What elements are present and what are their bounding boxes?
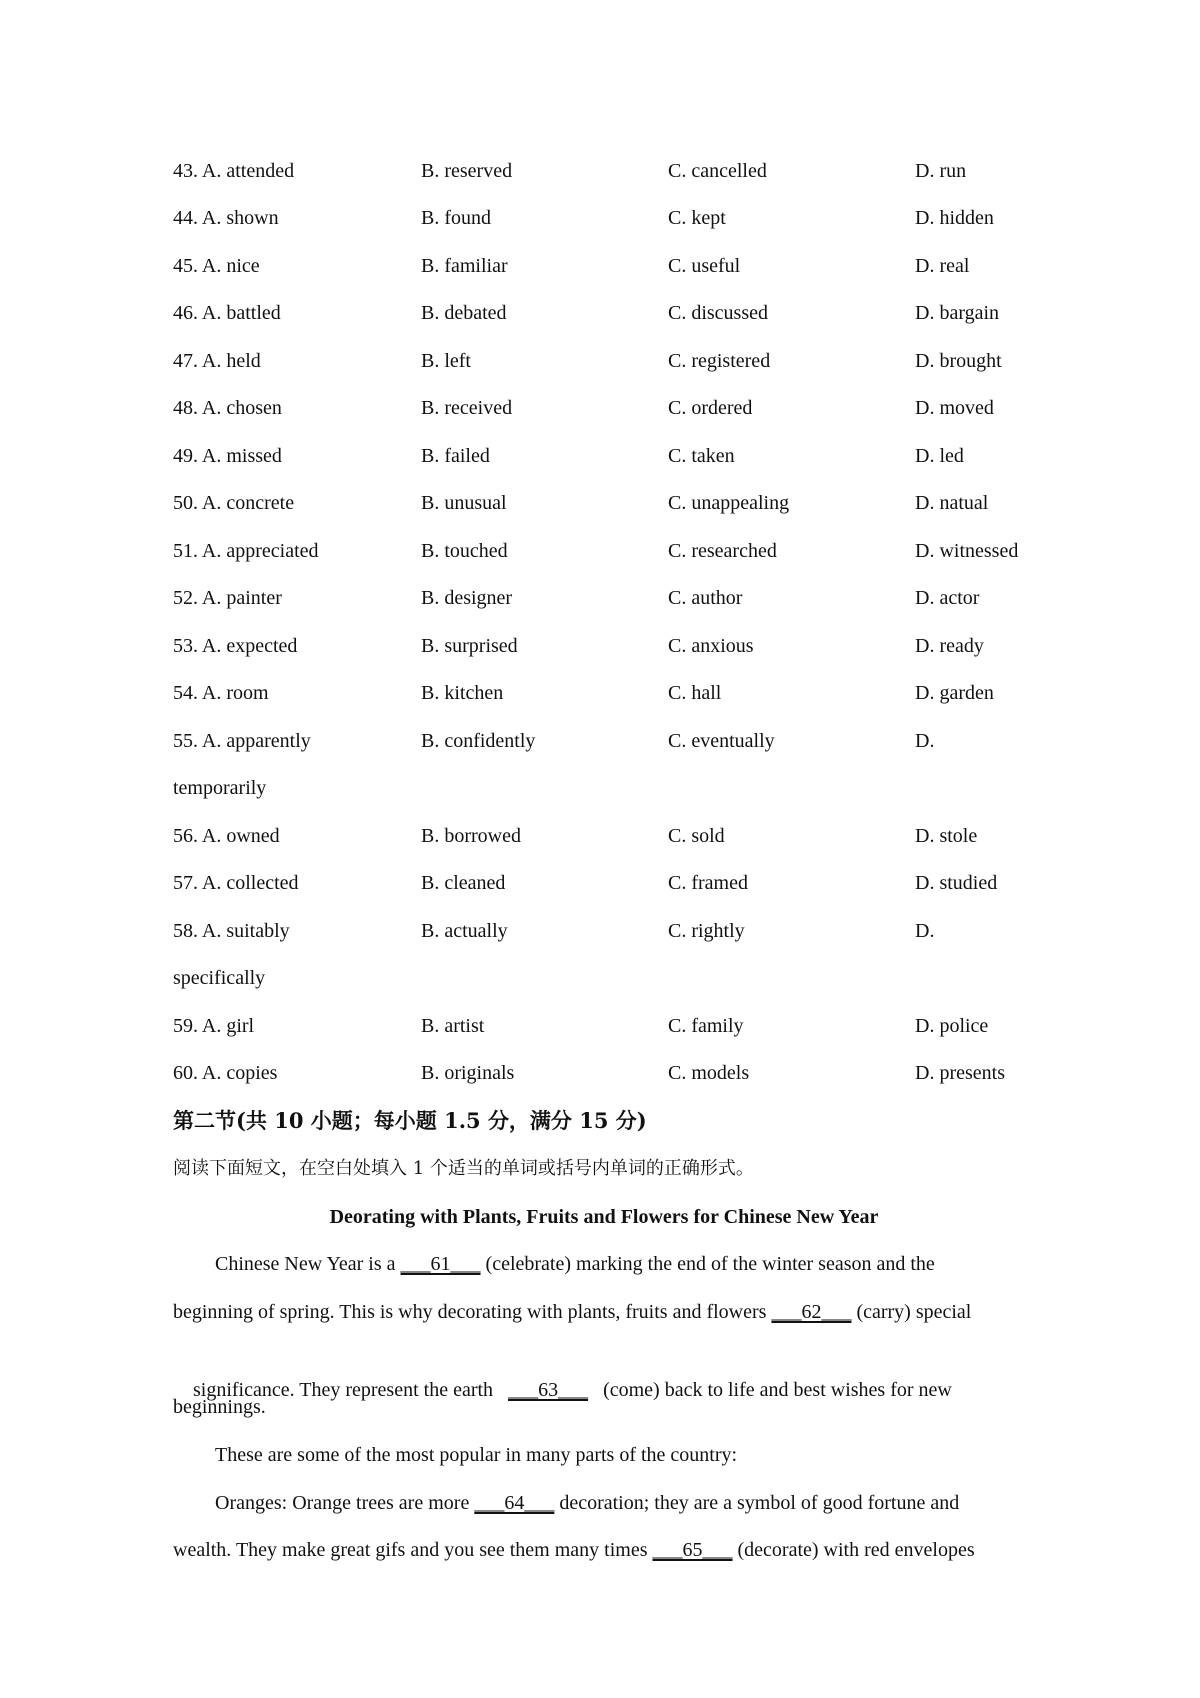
option-b: B. reserved	[421, 160, 513, 182]
option-d: D. moved	[915, 397, 994, 419]
option-row-54	[0, 678, 1200, 708]
option-a: 57. A. collected	[173, 872, 299, 894]
option-row-59	[0, 1011, 1200, 1041]
option-a: 55. A. apparently	[173, 730, 311, 752]
option-c: C. kept	[668, 207, 726, 229]
option-a: 54. A. room	[173, 682, 269, 704]
option-d-wrap: temporarily	[173, 777, 267, 799]
option-a: 52. A. painter	[173, 587, 282, 609]
option-d: D. run	[915, 160, 967, 182]
option-c: C. discussed	[668, 302, 768, 324]
option-b: B. found	[421, 207, 491, 229]
option-c: C. taken	[668, 445, 735, 467]
blank-65: ___65___	[652, 1539, 733, 1561]
option-d: D. natual	[915, 492, 989, 514]
option-d: D. led	[915, 445, 964, 467]
option-c: C. ordered	[668, 397, 753, 419]
option-a: 44. A. shown	[173, 207, 279, 229]
option-b: B. left	[421, 350, 471, 372]
text: Chinese New Year is a	[215, 1253, 401, 1275]
option-d: D. police	[915, 1015, 989, 1037]
option-c: C. sold	[668, 825, 725, 847]
option-d: D. presents	[915, 1062, 1005, 1084]
option-a: 58. A. suitably	[173, 920, 290, 942]
text: decoration; they are a symbol of good fortune and	[554, 1492, 960, 1514]
option-a: 59. A. girl	[173, 1015, 255, 1037]
option-row-53	[0, 631, 1200, 661]
option-d: D. studied	[915, 872, 998, 894]
option-c: C. researched	[668, 540, 777, 562]
option-c: C. eventually	[668, 730, 775, 752]
option-d-wrap: specifically	[173, 967, 266, 989]
option-b: B. unusual	[421, 492, 507, 514]
text: These are some of the most popular in many parts of the country:	[215, 1444, 738, 1466]
passage-line	[173, 1535, 975, 1565]
text: (come) back to life and best wishes for new	[588, 1379, 952, 1401]
option-d: D. stole	[915, 825, 978, 847]
option-row-43	[0, 156, 1200, 186]
option-b: B. surprised	[421, 635, 518, 657]
option-row-52	[0, 583, 1200, 613]
option-b: B. confidently	[421, 730, 536, 752]
option-a: 50. A. concrete	[173, 492, 295, 514]
option-b: B. debated	[421, 302, 507, 324]
option-b: B. failed	[421, 445, 490, 467]
passage-line	[215, 1488, 959, 1518]
option-c: C. framed	[668, 872, 748, 894]
option-d: D. hidden	[915, 207, 994, 229]
blank-63: ___63___	[508, 1379, 589, 1401]
option-c: C. author	[668, 587, 743, 609]
blank-62: ___62___	[771, 1301, 852, 1323]
option-d: D. brought	[915, 350, 1002, 372]
section-instruction: 阅读下面短文，在空白处填入 1 个适当的单词或括号内单词的正确形式。	[173, 1158, 754, 1179]
option-c: C. rightly	[668, 920, 745, 942]
option-d: D. garden	[915, 682, 994, 704]
option-d: D. ready	[915, 635, 984, 657]
option-row-46	[0, 298, 1200, 328]
text: beginning of spring. This is why decorating with plants, fruits and flowers	[173, 1301, 772, 1323]
option-row-50	[0, 488, 1200, 518]
option-row-47	[0, 346, 1200, 376]
option-a: 45. A. nice	[173, 255, 260, 277]
option-d: D. witnessed	[915, 540, 1019, 562]
text: Oranges: Orange trees are more	[215, 1492, 475, 1514]
option-b: B. received	[421, 397, 513, 419]
option-d: D.	[915, 730, 935, 752]
option-a: 53. A. expected	[173, 635, 298, 657]
option-b: B. borrowed	[421, 825, 521, 847]
option-c: C. anxious	[668, 635, 754, 657]
option-d: D. bargain	[915, 302, 1000, 324]
option-a: 56. A. owned	[173, 825, 280, 847]
option-c: C. family	[668, 1015, 744, 1037]
option-row-60	[0, 1058, 1200, 1088]
option-b: B. originals	[421, 1062, 515, 1084]
option-c: C. hall	[668, 682, 722, 704]
text: significance. They represent the earth	[193, 1379, 509, 1401]
text: (celebrate) marking the end of the winter season and the	[480, 1253, 935, 1275]
option-b: B. actually	[421, 920, 508, 942]
option-a: 49. A. missed	[173, 445, 282, 467]
option-c: C. registered	[668, 350, 771, 372]
option-b: B. cleaned	[421, 872, 506, 894]
text: beginnings.	[173, 1396, 266, 1418]
option-c: C. models	[668, 1062, 750, 1084]
option-b: B. designer	[421, 587, 513, 609]
blank-64: ___64___	[474, 1492, 555, 1514]
option-c: C. unappealing	[668, 492, 790, 514]
text: wealth. They make great gifs and you see them many times	[173, 1539, 653, 1561]
passage-line	[173, 1392, 266, 1422]
text: (decorate) with red envelopes	[732, 1539, 975, 1561]
option-c: C. useful	[668, 255, 741, 277]
option-row-55	[0, 726, 1200, 756]
option-b: B. familiar	[421, 255, 508, 277]
option-row-51	[0, 536, 1200, 566]
option-a: 48. A. chosen	[173, 397, 282, 419]
option-row-49	[0, 441, 1200, 471]
option-a: 43. A. attended	[173, 160, 295, 182]
passage-line	[173, 1297, 971, 1327]
section-title: 第二节(共 10 小题；每小题 1.5 分，满分 15 分)	[173, 1108, 647, 1133]
option-a: 60. A. copies	[173, 1062, 278, 1084]
option-a: 51. A. appreciated	[173, 540, 319, 562]
option-row-48	[0, 393, 1200, 423]
option-b: B. kitchen	[421, 682, 504, 704]
option-d: D.	[915, 920, 935, 942]
option-c: C. cancelled	[668, 160, 767, 182]
option-b: B. artist	[421, 1015, 485, 1037]
option-row-44	[0, 203, 1200, 233]
passage-line	[215, 1440, 737, 1470]
option-a: 46. A. battled	[173, 302, 281, 324]
option-d: D. actor	[915, 587, 980, 609]
option-row-58	[0, 916, 1200, 946]
option-row-57	[0, 868, 1200, 898]
option-b: B. touched	[421, 540, 508, 562]
passage-title: Deorating with Plants, Fruits and Flowers for Chinese New Year	[329, 1206, 879, 1228]
option-d: D. real	[915, 255, 970, 277]
option-a: 47. A. held	[173, 350, 261, 372]
passage-line	[173, 1345, 952, 1435]
option-row-45	[0, 251, 1200, 281]
blank-61: ___61___	[400, 1253, 481, 1275]
text: (carry) special	[851, 1301, 972, 1323]
passage-line	[215, 1249, 935, 1279]
option-row-56	[0, 821, 1200, 851]
